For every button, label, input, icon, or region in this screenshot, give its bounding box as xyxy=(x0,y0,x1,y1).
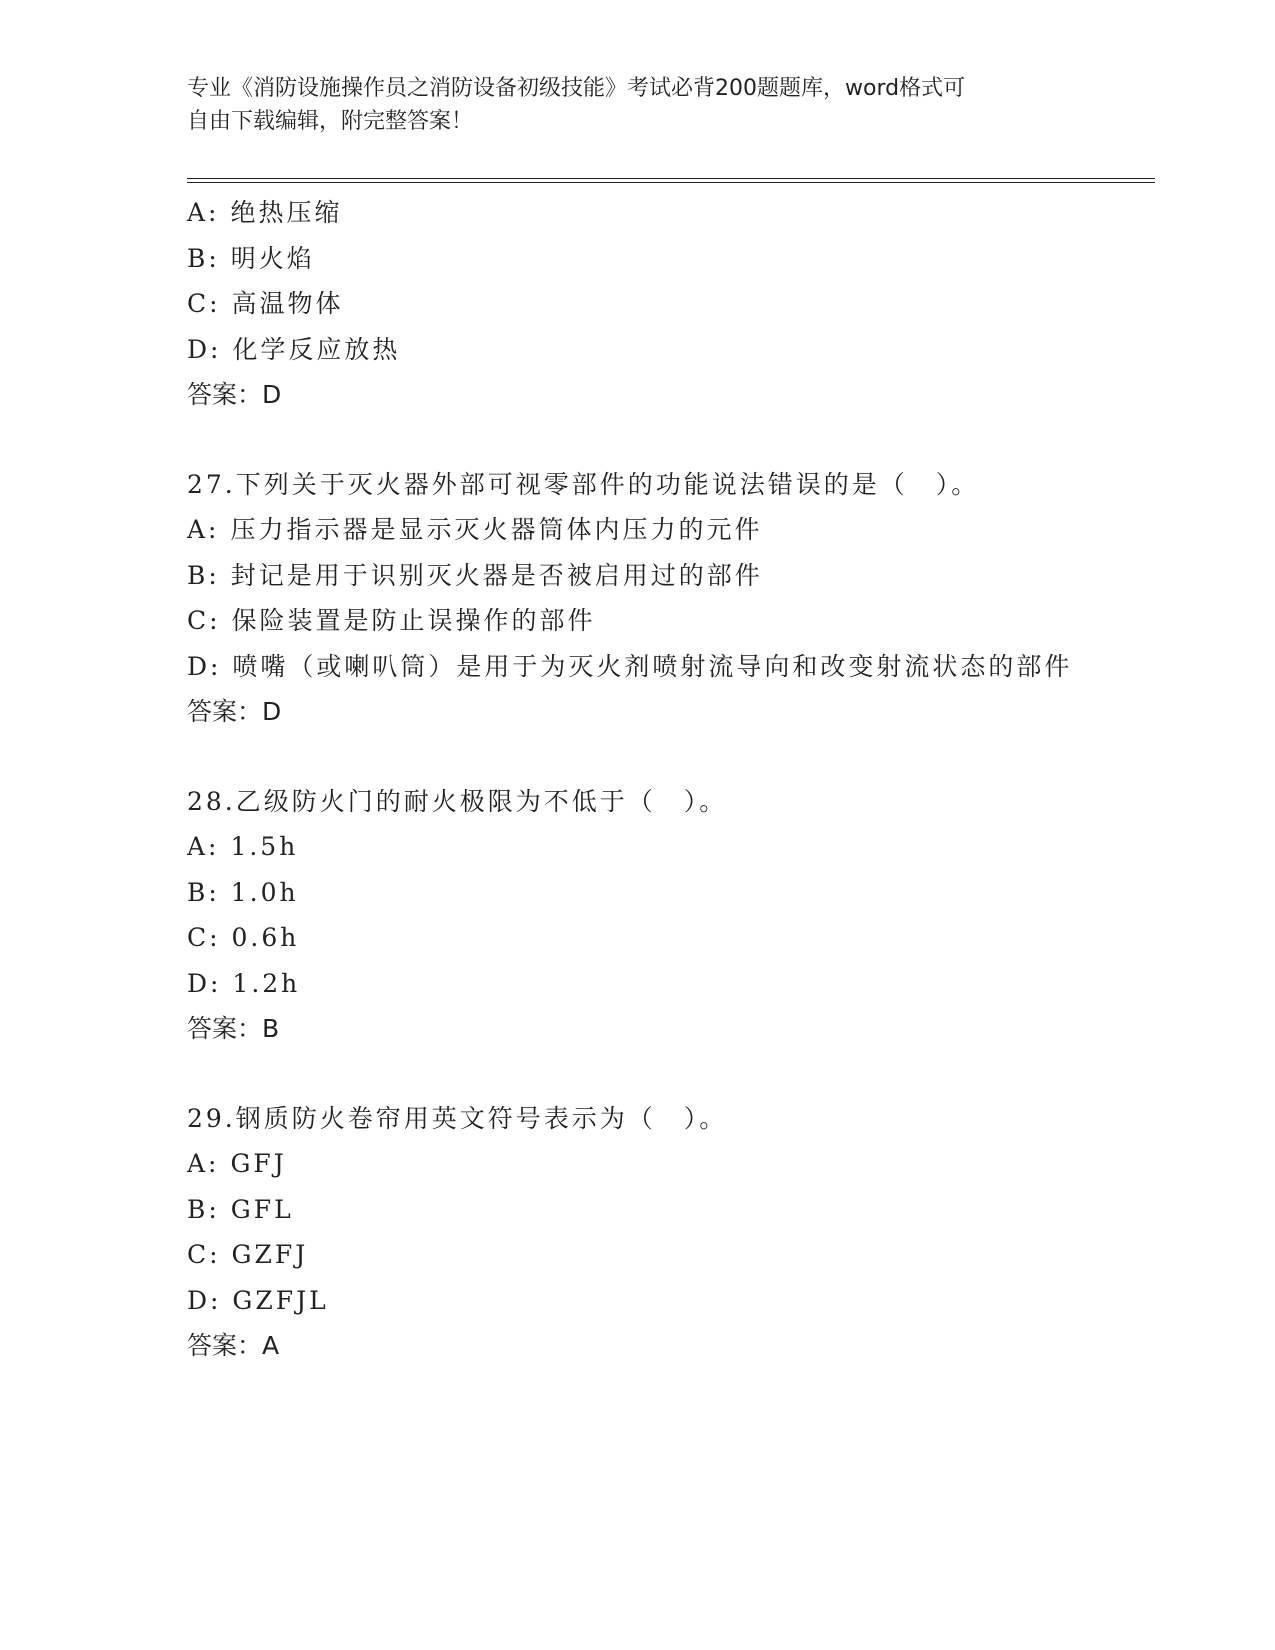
question-list xyxy=(187,190,1087,1369)
header-divider-top xyxy=(187,178,1155,179)
header-line-1: 专业《消防设施操作员之消防设备初级技能》考试必背200题题库，word格式可 xyxy=(187,76,966,101)
option-c: C: 保险装置是防止误操作的部件 xyxy=(187,606,596,635)
option-d: D: 化学反应放热 xyxy=(187,334,401,364)
option-d: D: 喷嘴（或喇叭筒）是用于为灭火剂喷射流导向和改变射流状态的部件 xyxy=(187,651,1073,681)
spacer xyxy=(187,418,1087,462)
option-a: A: 绝热压缩 xyxy=(187,198,343,227)
option-d: D: 1.2h xyxy=(187,968,301,998)
header-line-2: 自由下载编辑，附完整答案！ xyxy=(187,109,474,134)
option-c: C: 高温物体 xyxy=(187,289,344,318)
spacer xyxy=(187,1052,1087,1096)
document-header xyxy=(187,72,1087,138)
option-a: A: GFJ xyxy=(187,1149,287,1178)
spacer xyxy=(187,735,1087,779)
question-text: 27.下列关于灭火器外部可视零部件的功能说法错误的是（ ）。 xyxy=(187,469,980,499)
question-27 xyxy=(187,462,1087,735)
answer: 答案：D xyxy=(187,697,282,726)
option-c: C: 0.6h xyxy=(187,923,300,952)
question-text: 28.乙级防火门的耐火极限为不低于（ ）。 xyxy=(187,786,728,816)
option-a: A: 1.5h xyxy=(187,832,299,861)
question-29 xyxy=(187,1096,1087,1369)
header-divider-bottom xyxy=(187,182,1155,183)
option-b: B: GFL xyxy=(187,1194,294,1224)
option-b: B: 封记是用于识别灭火器是否被启用过的部件 xyxy=(187,560,763,590)
question-text: 29.钢质防火卷帘用英文符号表示为（ ）。 xyxy=(187,1103,728,1133)
question-28 xyxy=(187,779,1087,1052)
answer: 答案：A xyxy=(187,1331,280,1360)
question-26 xyxy=(187,190,1087,418)
option-c: C: GZFJ xyxy=(187,1240,309,1269)
answer: 答案：B xyxy=(187,1014,280,1043)
option-b: B: 1.0h xyxy=(187,877,299,907)
option-a: A: 压力指示器是显示灭火器筒体内压力的元件 xyxy=(187,515,763,544)
option-d: D: GZFJL xyxy=(187,1285,329,1315)
option-b: B: 明火焰 xyxy=(187,243,315,273)
answer: 答案：D xyxy=(187,380,282,409)
